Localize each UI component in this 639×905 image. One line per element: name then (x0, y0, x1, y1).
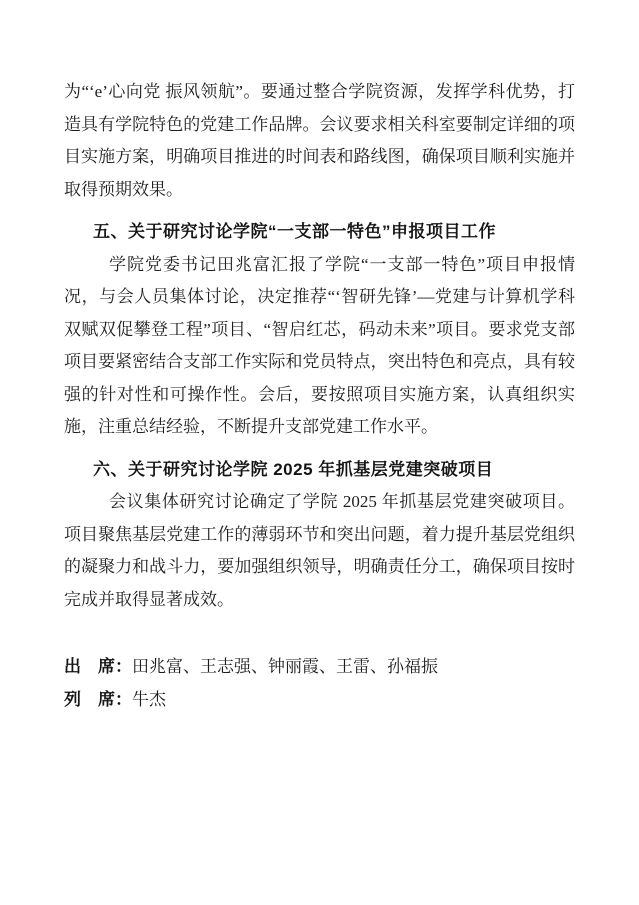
section6-heading: 六、关于研究讨论学院 2025 年抓基层党建突破项目 (93, 459, 494, 479)
attendance-observer-line (64, 684, 575, 717)
attendance-present-line (64, 651, 575, 684)
present-label: 出 席： (64, 657, 132, 676)
section5-heading: 五、关于研究讨论学院“一支部一特色”申报项目工作 (93, 222, 496, 241)
observer-names: 牛杰 (132, 689, 166, 709)
present-names: 田兆富、王志强、钟丽霞、王雷、孙福振 (132, 657, 438, 676)
section5-paragraph: 学院党委书记田兆富汇报了学院“一支部一特色”项目申报情况，与会人员集体讨论，决定推荐“‘智研先锋’—党建与计算机学科双赋双促攀登工程”项目、“智启红芯，码动未来”项目。要求党支部项目要紧密结合支部工作实际和党员特点，突出特色和亮点，具有较强的针对性和可操作性。会后，要按照项目实施方案，认真组织实施，注重总结经验，不断提升支部党建工作水平。 (64, 254, 575, 436)
observer-label: 列 席： (64, 689, 132, 709)
section6-paragraph: 会议集体研究讨论确定了学院 2025 年抓基层党建突破项目。项目聚焦基层党建工作的薄弱环节和突出问题，着力提升基层党组织的凝聚力和战斗力，要加强组织领导，明确责任分工，确保项目按时完成并取得显著成效。 (64, 492, 575, 609)
paragraph-continuation: 为“‘e’心向党 振风领航”。要通过整合学院资源，发挥学科优势，打造具有学院特色的党建工作品牌。会议要求相关科室要制定详细的项目实施方案，明确项目推进的时间表和路线图，确保项目顺利实施并取得预期效果。 (64, 82, 575, 199)
attendance-block (64, 651, 575, 716)
